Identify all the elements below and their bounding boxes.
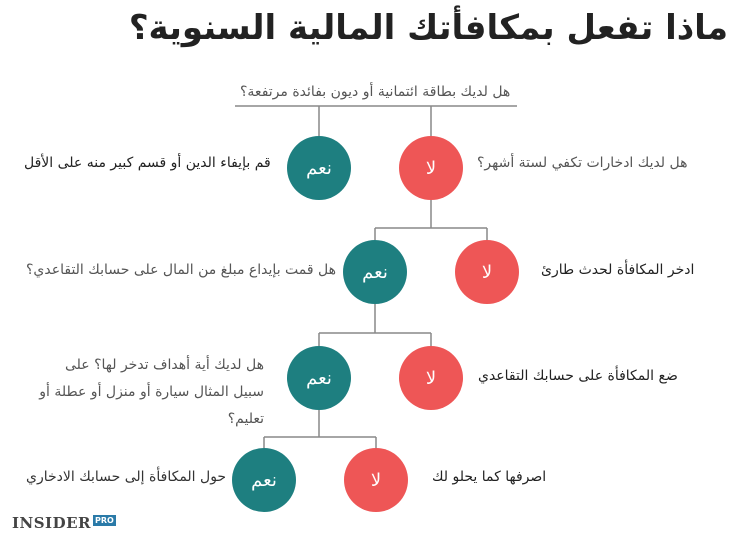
no-label: لا (425, 367, 437, 389)
no-node-1 (399, 136, 463, 200)
no-label: لا (370, 469, 382, 491)
answer-emergency-fund: ادخر المكافأة لحدث طارئ (541, 262, 695, 278)
yes-node-3 (287, 346, 351, 410)
answer-savings-account: حول المكافأة إلى حسابك الادخاري (26, 469, 227, 485)
yes-label: نعم (362, 261, 388, 283)
question-high-interest-debt: هل لديك بطاقة ائتمانية أو ديون بفائدة مرتفعة؟ (240, 84, 511, 100)
no-label: لا (481, 261, 493, 283)
no-node-2 (455, 240, 519, 304)
yes-label: نعم (251, 469, 277, 491)
yes-node-2 (343, 240, 407, 304)
yes-node-4 (232, 448, 296, 512)
no-node-3 (399, 346, 463, 410)
yes-node-1 (287, 136, 351, 200)
answer-pay-off-debt: قم بإيفاء الدين أو قسم كبير منه على الأقل (24, 155, 271, 171)
yes-label: نعم (306, 157, 332, 179)
page-title: ماذا تفعل بمكافأتك المالية السنوية؟ (128, 8, 728, 48)
question-savings-goals: هل لديك أية أهداف تدخر لها؟ على سبيل المثال سيارة أو منزل أو عطلة أو تعليم؟ (39, 357, 264, 427)
answer-spend-freely: اصرفها كما يحلو لك (432, 469, 547, 485)
no-label: لا (425, 157, 437, 179)
yes-label: نعم (306, 367, 332, 389)
insider-logo: INSIDER $^{PRO}$ (12, 514, 114, 532)
answer-retirement-account: ضع المكافأة على حسابك التقاعدي (478, 368, 678, 384)
no-node-4 (344, 448, 408, 512)
question-retirement-deposit: هل قمت بإيداع مبلغ من المال على حسابك التقاعدي؟ (26, 262, 337, 278)
question-six-month-savings: هل لديك ادخارات تكفي لستة أشهر؟ (477, 155, 688, 171)
